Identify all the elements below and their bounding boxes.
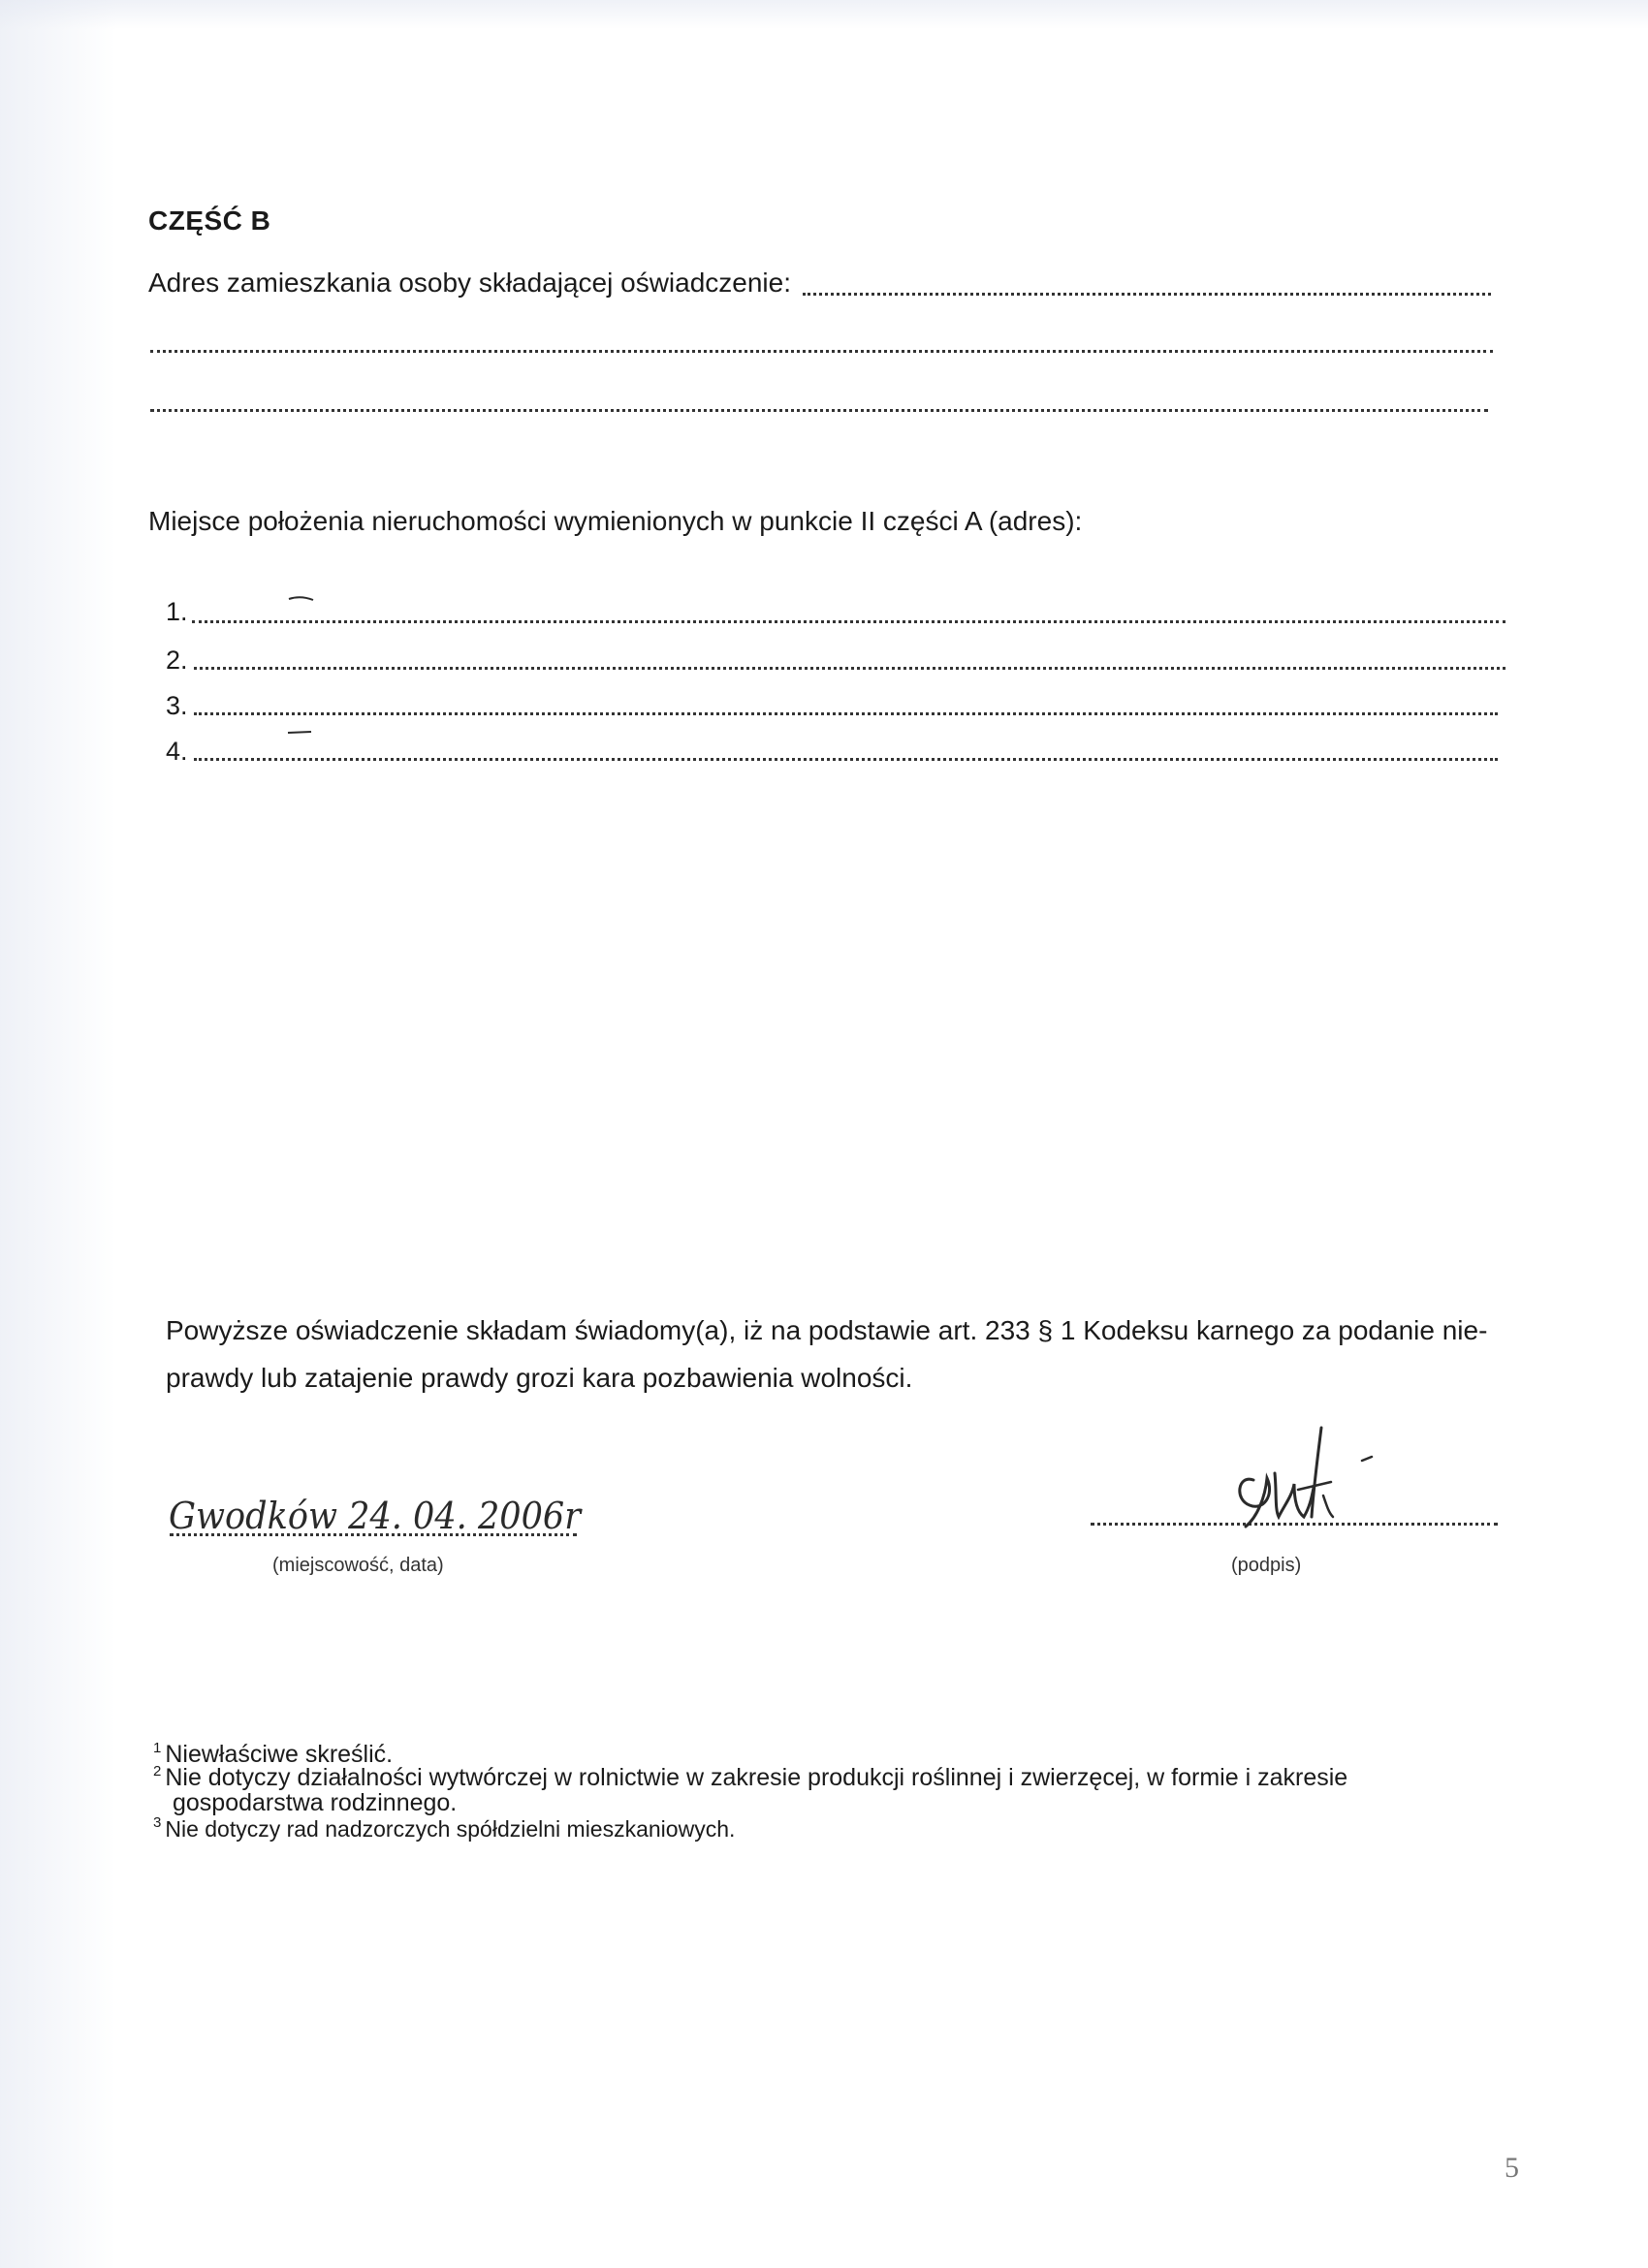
- strike-mark-item-1: [287, 593, 316, 605]
- signature-label: (podpis): [1231, 1555, 1302, 1576]
- footnote-number: 2: [153, 1763, 162, 1780]
- handwritten-place-date-text: Gwodków 24. 04. 2006r: [169, 1495, 584, 1537]
- place-date-label: (miejscowość, data): [272, 1555, 444, 1576]
- footnote-number: 3: [153, 1814, 162, 1831]
- address-dotline-1: [803, 293, 1491, 296]
- footnote-2: [153, 1764, 1347, 1790]
- property-item-number-1: 1.: [166, 597, 188, 626]
- scan-shadow-left: [0, 0, 116, 2268]
- declaration-line-1: Powyższe oświadczenie składam świadomy(a), iż na podstawie art. 233 § 1 Kodeksu karnego za podanie nie-: [166, 1315, 1488, 1345]
- declaration-line-2: prawdy lub zatajenie prawdy grozi kara pozbawienia wolności.: [166, 1363, 913, 1393]
- handwritten-place-date: [165, 1478, 591, 1546]
- property-item-dotline-2: [194, 667, 1505, 670]
- property-item-number-3: 3.: [166, 691, 188, 720]
- property-location-label: Miejsce położenia nieruchomości wymienionych w punkcie II części A (adres):: [148, 506, 1083, 536]
- property-item-dotline-1: [192, 620, 1505, 623]
- property-item-dotline-3: [194, 712, 1498, 715]
- page-number: 5: [1505, 2152, 1519, 2184]
- footnote-text: Nie dotyczy działalności wytwórczej w rolnictwie w zakresie produkcji roślinnej i zwierzęcej, w formie i zakresie: [165, 1764, 1348, 1791]
- property-item-number-2: 2.: [166, 646, 188, 675]
- footnote-3: [153, 1815, 735, 1841]
- footnote-text: Nie dotyczy rad nadzorczych spółdzielni mieszkaniowych.: [165, 1816, 736, 1842]
- footnote-text: Niewłaściwe skreślić.: [165, 1741, 394, 1768]
- footnote-text: gospodarstwa rodzinnego.: [173, 1789, 458, 1816]
- signature-icon: [1217, 1420, 1401, 1531]
- address-dotline-3: [150, 409, 1488, 412]
- footnote-number: 1: [153, 1740, 162, 1756]
- scan-shadow-top: [0, 0, 1648, 29]
- strike-mark-item-4: [286, 727, 315, 739]
- section-heading: CZĘŚĆ B: [148, 205, 271, 236]
- property-item-number-4: 4.: [166, 737, 188, 766]
- address-label: Adres zamieszkania osoby składającej oświadczenie:: [148, 268, 792, 298]
- property-item-dotline-4: [194, 758, 1498, 761]
- footnote-2-continued: [173, 1790, 457, 1815]
- address-dotline-2: [150, 350, 1493, 353]
